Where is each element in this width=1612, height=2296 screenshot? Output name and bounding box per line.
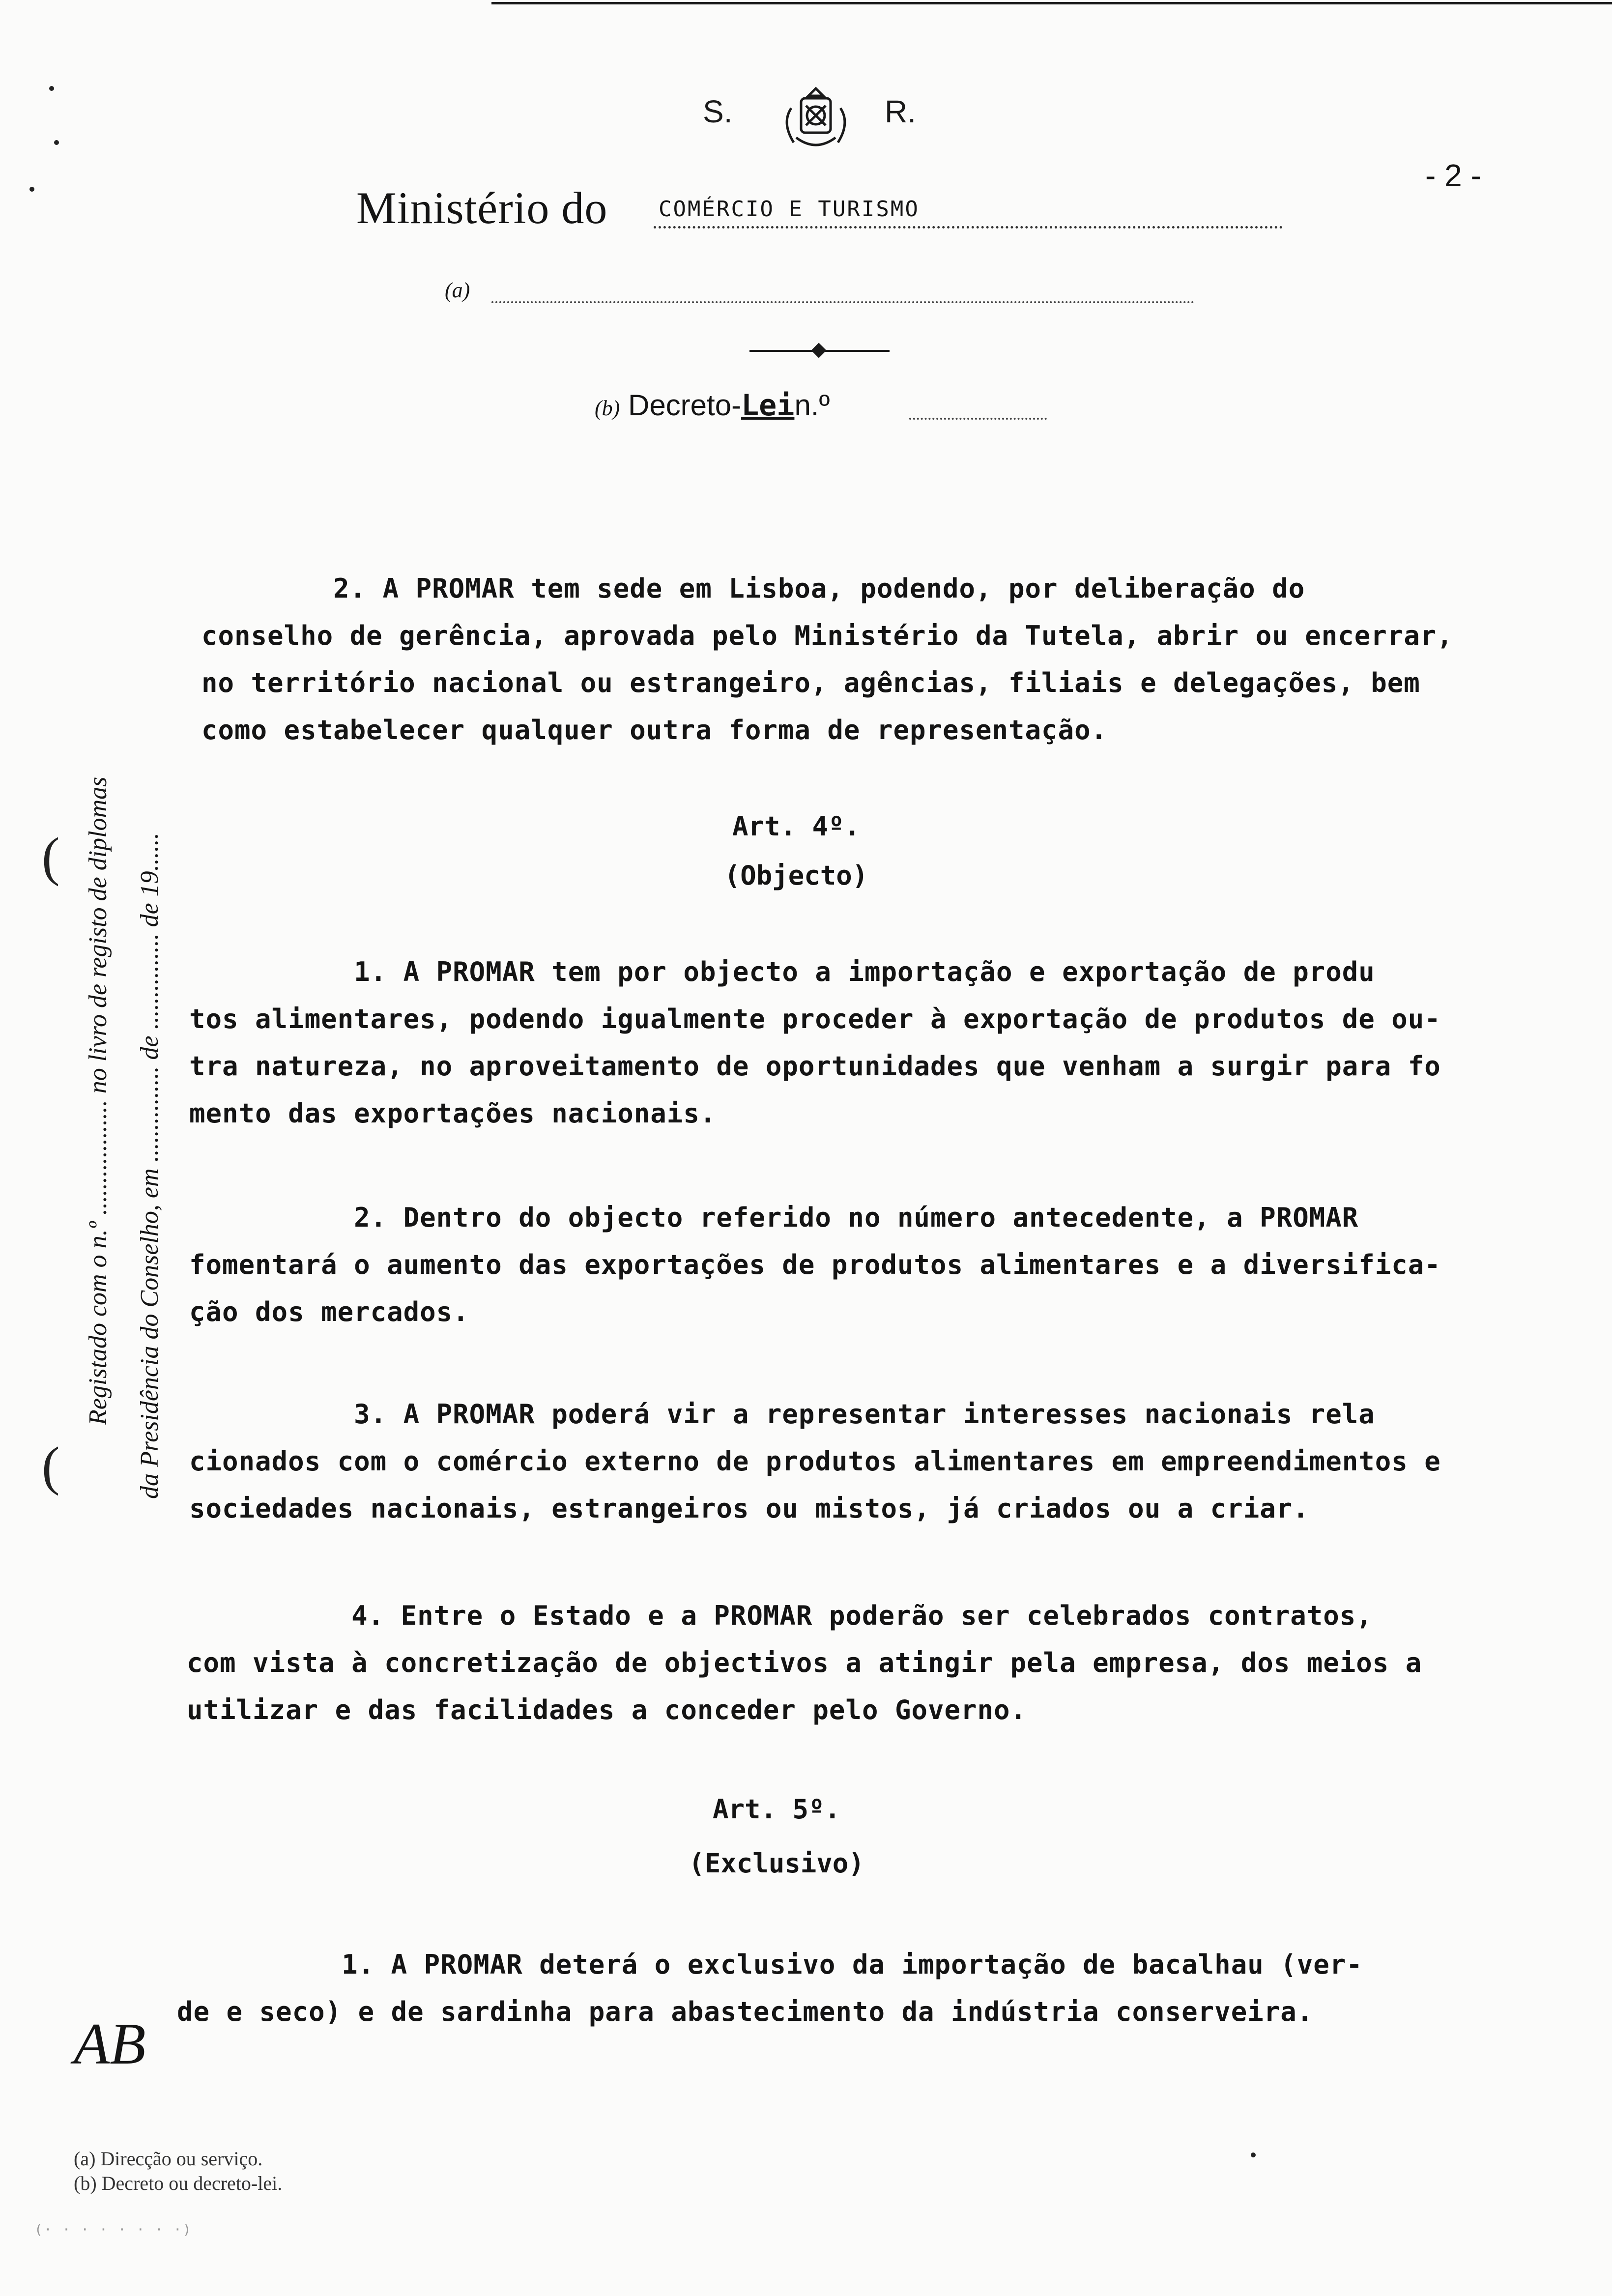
art5-paragraph-1: 1. A PROMAR deterá o exclusivo da importação de bacalhau (ver- de e seco) e de sardinha para abastecimento da indústria conserveira. (177, 1949, 1363, 2027)
decreto-line (595, 388, 830, 423)
handwritten-bracket-top: ( (42, 827, 60, 887)
decreto-handwritten-lei: Lei (741, 388, 795, 423)
art4-paragraph-1: 1. A PROMAR tem por objecto a importação e exportação de produ tos alimentares, podendo igualmente proceder à exportação de produtos de ou- tra natureza, no aproveitamento de oportunidades que venham a surgir para fo mento das exportações nacionais. (189, 956, 1441, 1129)
direction-dotted-field (491, 287, 1194, 303)
registry-note-line-1: Registado com o n.º .................. no livro de registo de diplomas (84, 776, 112, 1425)
article-4-subtitle: (Objecto) (724, 860, 868, 891)
decreto-number-dotted-field (909, 408, 1047, 420)
faint-print-stamp: (· · · · · · · ·) (34, 2221, 192, 2238)
handwritten-bracket-bottom: ( (42, 1436, 60, 1496)
decreto-number-label: n.º (794, 389, 830, 422)
page-number: - 2 - (1425, 158, 1481, 193)
article-5-subtitle: (Exclusivo) (689, 1848, 864, 1879)
decreto-word: Decreto- (628, 389, 742, 422)
art4-paragraph-4: 4. Entre o Estado e a PROMAR poderão ser celebrados contratos, com vista à concretização de objectivos a atingir pela empresa, dos meios a utilizar e das facilidades a conceder pelo Governo. (187, 1600, 1422, 1725)
top-edge-line (491, 2, 1612, 4)
ministry-name-field: COMÉRCIO E TURISMO (654, 197, 1283, 229)
label-a: (a) (445, 278, 470, 302)
registry-note-line-2: da Presidência do Conselho, em ............... de ............... de 19...... (136, 832, 164, 1499)
art4-paragraph-3: 3. A PROMAR poderá vir a representar interesses nacionais rela cionados com o comércio externo de produtos alimentares em empreendimentos e sociedades nacionais, estrangeiros ou mistos, já criados ou a criar. (189, 1399, 1441, 1524)
coat-of-arms-seal-icon (772, 79, 860, 157)
divider-diamond-icon (811, 343, 826, 358)
footnote-a: (a) Direcção ou serviço. (74, 2148, 263, 2170)
header-letter-s: S. (703, 94, 733, 129)
ministry-heading: Ministério do (356, 183, 608, 233)
scan-speck (29, 187, 34, 192)
footnote-b: (b) Decreto ou decreto-lei. (74, 2172, 283, 2194)
scan-speck (54, 140, 59, 145)
art4-paragraph-2: 2. Dentro do objecto referido no número antecedente, a PROMAR fomentará o aumento das exportações de produtos alimentares e a diversifica- ção dos mercados. (189, 1202, 1441, 1327)
decreto-label-b: (b) (595, 396, 620, 420)
article-5-title: Art. 5º. (712, 1794, 841, 1825)
scan-speck (1251, 2152, 1256, 2157)
header-letter-r: R. (885, 94, 916, 129)
art3-paragraph-2: 2. A PROMAR tem sede em Lisboa, podendo, por deliberação do conselho de gerência, aprovada pelo Ministério da Tutela, abrir ou encerrar, no território nacional ou estrangeiro, agências, filiais e delegações, bem como estabelecer qualquer outra forma de representação. (202, 573, 1453, 746)
scan-speck (49, 86, 54, 91)
article-4-title: Art. 4º. (732, 811, 861, 842)
handwritten-margin-mark: AB (74, 2011, 146, 2076)
